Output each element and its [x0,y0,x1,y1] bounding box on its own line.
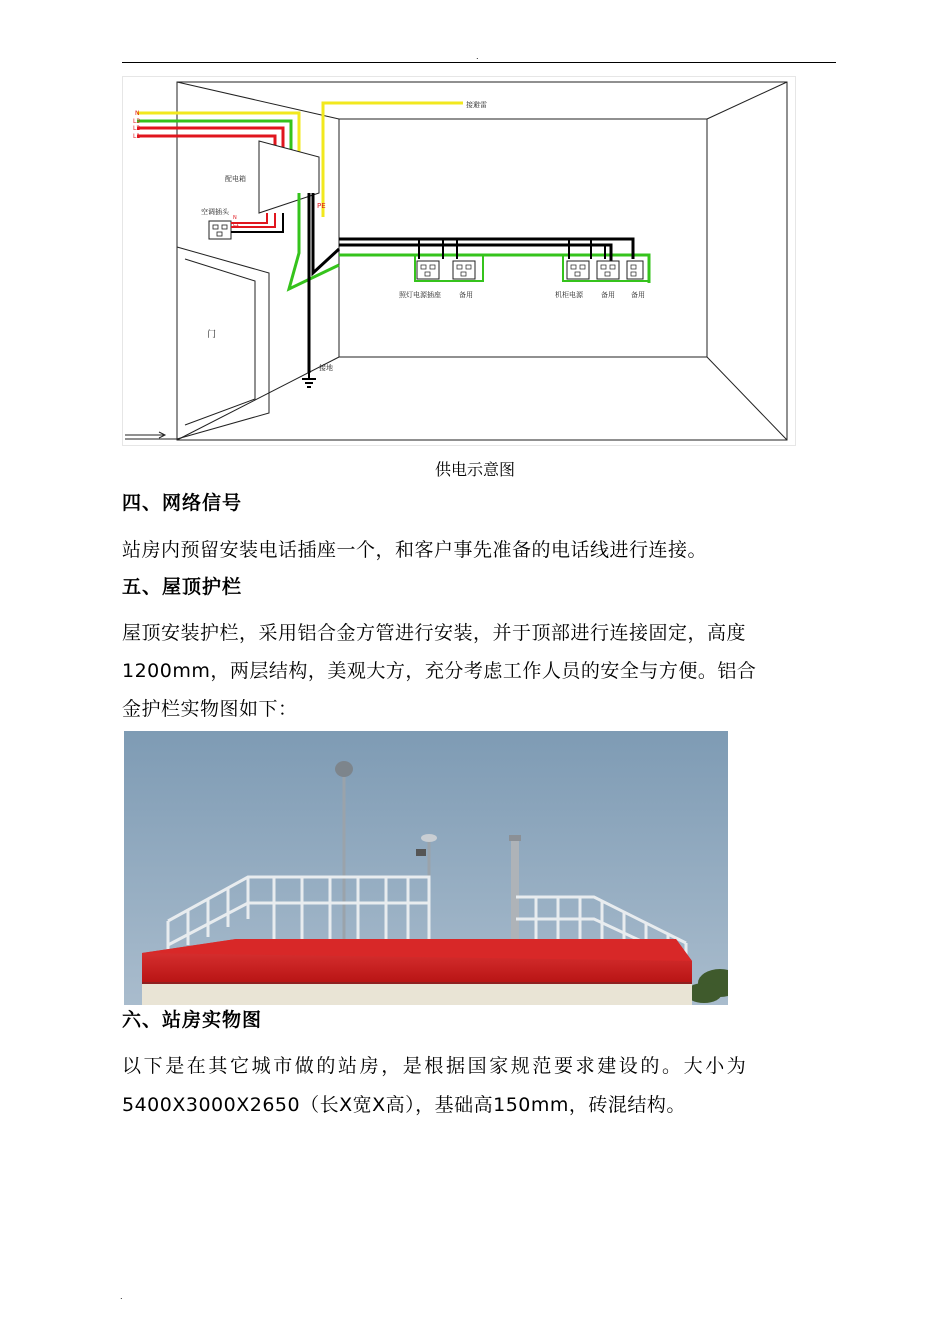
distribution-box-label: 配电箱 [225,175,246,183]
wire-label-l3: L3 [133,118,141,125]
socket-label-5: 备用 [631,291,645,299]
section5-line-2: 1200mm，两层结构，美观大方，充分考虑工作人员的安全与方便。铝合 [122,660,757,682]
section5-line-1: 屋顶安装护栏，采用铝合金方管进行安装，并于顶部进行连接固定，高度 [122,622,747,644]
header-rule [122,62,836,63]
section4-body: 站房内预留安装电话插座一个，和客户事先准备的电话线进行连接。 [122,539,708,561]
section5-line-3: 金护栏实物图如下： [122,698,298,720]
lightning-wire [323,103,463,217]
wire-label-l1: L1 [133,133,141,140]
door-label: 门 [207,330,217,340]
ac-terminal-l1: L1 [233,222,239,228]
socket-label-1: 照灯电源插座 [399,291,441,299]
door-frame [125,247,269,439]
guardrail-photo [124,731,728,1005]
section6-line-1: 以下是在其它城市做的站房，是根据国家规范要求建设的。大小为 [122,1055,749,1077]
socket-label-3: 机柜电源 [555,291,583,299]
ground-label: 接地 [319,364,333,372]
pe-label: PE [317,202,326,210]
section6-heading: 六、站房实物图 [122,1009,263,1031]
header-dot: . [476,52,479,61]
footer-dot: . [120,1292,123,1301]
diagram-caption: 供电示意图 [434,460,515,479]
ac-plug-label: 空调插头 [201,208,229,216]
socket-label-4: 备用 [601,291,615,299]
power-supply-diagram [122,76,796,446]
socket-label-2: 备用 [459,291,473,299]
section4-heading: 四、网络信号 [122,492,243,514]
lightning-rod-label: 接避雷 [466,101,487,109]
ac-terminal-n: N [233,215,237,221]
section5-heading: 五、屋顶护栏 [122,576,243,598]
wire-label-l2: L2 [133,125,141,132]
wire-label-n: N [135,110,140,117]
section6-line-2: 5400X3000X2650（长X宽X高），基础高150mm，砖混结构。 [122,1094,686,1116]
